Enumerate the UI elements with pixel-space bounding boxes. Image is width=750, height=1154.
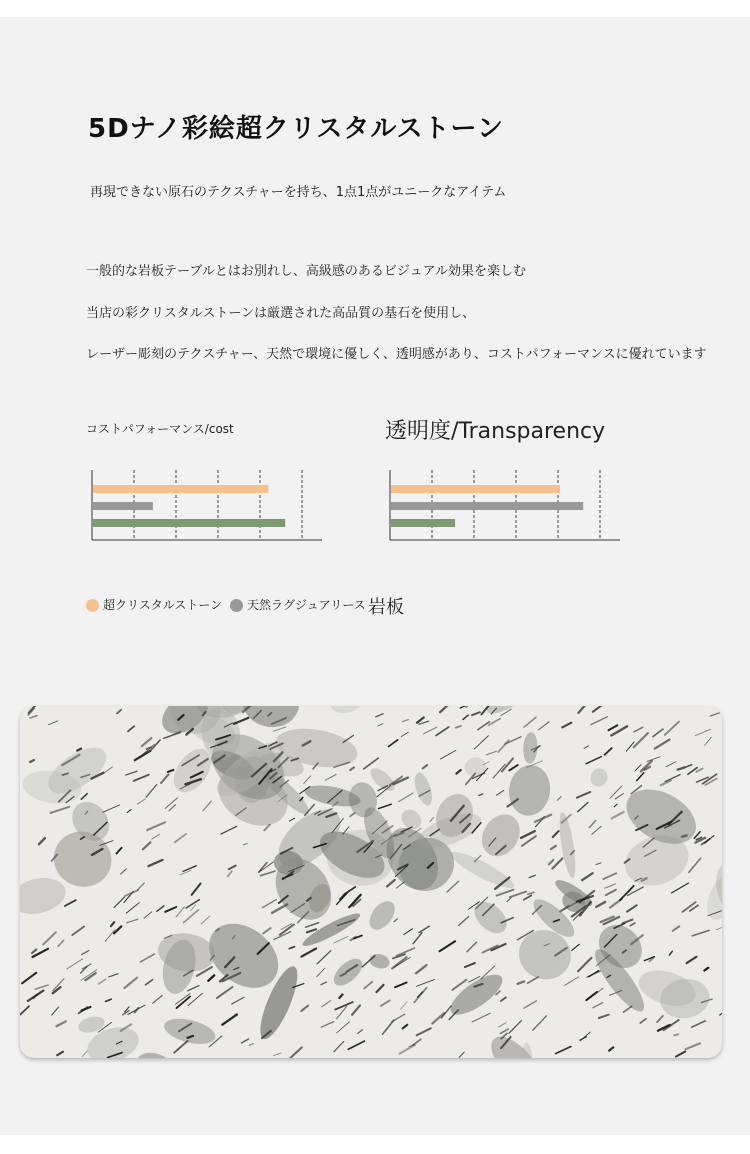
legend-item-natural: [230, 596, 366, 613]
transparency-chart-title: 透明度/Transparency: [385, 419, 606, 444]
legend-item-crystal: [86, 596, 222, 613]
bar-1: [93, 485, 268, 493]
stone-patches: [20, 706, 722, 1058]
legend-item-slab: [368, 593, 404, 619]
bar-3: [391, 519, 455, 527]
stone-texture: [20, 706, 722, 1058]
legend-label-natural: 天然ラグジュアリース: [247, 598, 366, 612]
legend-dot-natural: [230, 599, 243, 612]
cost-chart-title: コストパフォーマンス/cost: [86, 422, 234, 436]
legend-dot-crystal: [86, 599, 99, 612]
bar-2: [93, 502, 153, 510]
bar-3: [93, 519, 285, 527]
bar-1: [391, 485, 560, 493]
page-title: 5Dナノ彩絵超クリスタルストーン: [88, 114, 505, 144]
description-line-3: 当店の彩クリスタルストーンは厳選された高品質の基石を使用し、: [86, 306, 476, 321]
description-line-4: レーザー彫刻のテクスチャー、天然で環境に優しく、透明感があり、コストパフォーマンスに優れています: [86, 347, 707, 362]
bar-2: [391, 502, 583, 510]
cost-chart: [88, 468, 323, 544]
stone-slab-image: [20, 706, 722, 1058]
description-line-1: 再現できない原石のテクスチャーを持ち、1点1点がユニークなアイテム: [90, 185, 507, 200]
legend-label-slab: 岩板: [368, 597, 404, 618]
transparency-chart: [386, 468, 621, 544]
legend-label-crystal: 超クリスタルストーン: [103, 598, 223, 612]
description-line-2: 一般的な岩板テーブルとはお別れし、高級感のあるビジュアル効果を楽しむ: [86, 264, 527, 279]
